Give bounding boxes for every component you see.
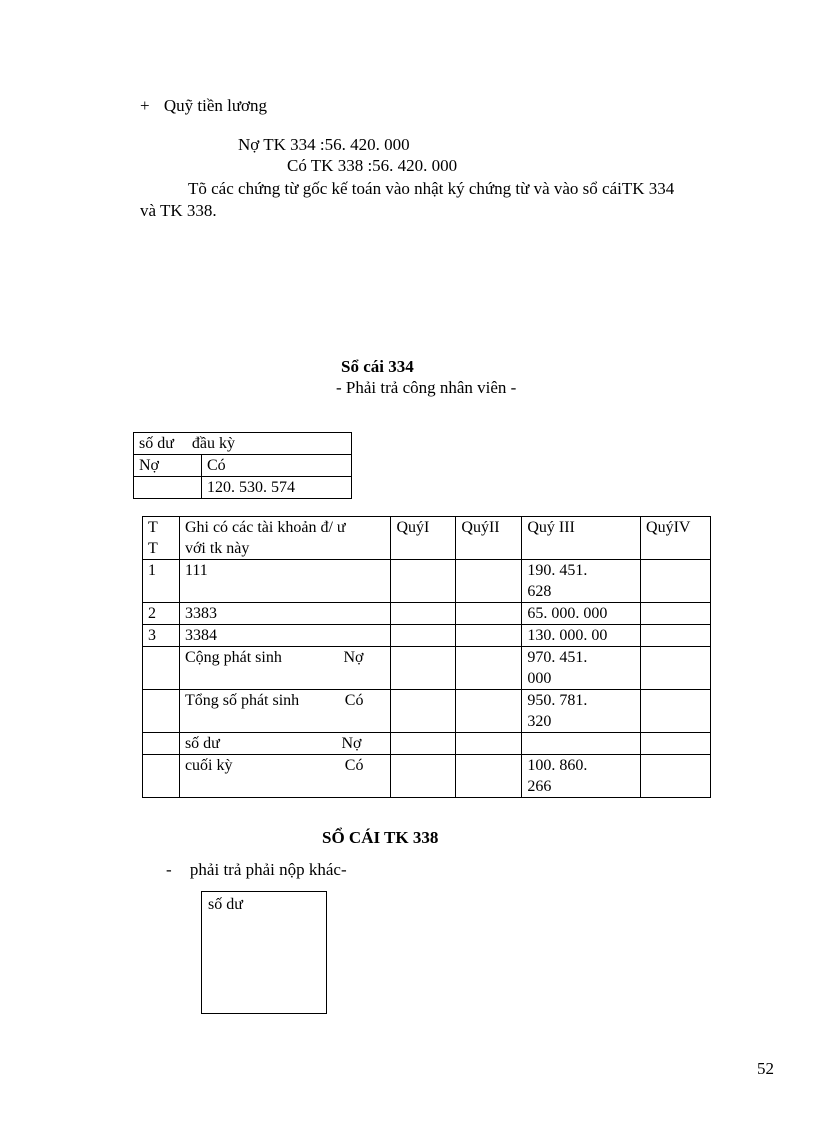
credit-total-label: Tổng số phát sinh xyxy=(184,692,300,709)
row-tt xyxy=(143,690,180,733)
row-q1 xyxy=(391,560,456,603)
opening-debit-value xyxy=(134,477,202,499)
row-q4 xyxy=(641,560,711,603)
bullet-plus: + xyxy=(140,96,150,115)
row-q4 xyxy=(641,625,711,647)
header-tt-line1: T xyxy=(148,519,158,536)
row-desc xyxy=(179,690,391,733)
credit-total-line1: 950. 781. xyxy=(527,692,588,709)
opening-credit-value: 120. 530. 574 xyxy=(202,477,352,499)
ledger-338-subtitle: phải trả phải nộp khác- xyxy=(189,860,347,879)
row-q2 xyxy=(456,603,522,625)
row-q1 xyxy=(391,647,456,690)
page-number: 52 xyxy=(757,1059,774,1078)
row-desc xyxy=(179,755,391,798)
header-tt-line2: T xyxy=(148,540,158,557)
table-row xyxy=(143,755,711,798)
debit-total-label: Cộng phát sinh xyxy=(184,649,282,666)
closing-line1: 100. 860. xyxy=(527,757,588,774)
table-row xyxy=(143,560,711,603)
row-tt: 1 xyxy=(143,560,180,603)
credit-total-line2: 320 xyxy=(527,713,552,730)
journal-debit-line: Nợ TK 334 :56. 420. 000 xyxy=(238,135,410,154)
row-q3 xyxy=(522,690,641,733)
row-q2 xyxy=(456,755,522,798)
row-q4 xyxy=(641,647,711,690)
header-desc-line1: Ghi có các tài khoản đ/ ư xyxy=(184,519,346,536)
opening-credit-label: Có xyxy=(202,455,352,477)
closing-debit-side: Nợ xyxy=(341,735,362,752)
row-q3 xyxy=(522,733,641,755)
ledger-334-table xyxy=(142,516,711,798)
row-q3: 130. 000. 00 xyxy=(522,625,641,647)
table-row xyxy=(143,647,711,690)
closing-line2: 266 xyxy=(527,778,552,795)
row-q4 xyxy=(641,733,711,755)
paragraph-line-1: Tõ các chứng từ gốc kế toán vào nhật ký chứng từ và vào sổ cáiTK 334 xyxy=(188,179,675,198)
row-q1 xyxy=(391,733,456,755)
row-q2 xyxy=(456,625,522,647)
header-desc-line2: với tk này xyxy=(184,540,250,557)
header-q1: QuýI xyxy=(391,517,456,560)
row-desc: 3383 xyxy=(179,603,391,625)
table-row xyxy=(143,625,711,647)
ledger-338-subtitle-line xyxy=(166,860,347,880)
row-q3 xyxy=(522,755,641,798)
row-q3 xyxy=(522,560,641,603)
table-row xyxy=(143,690,711,733)
debit-total-line2: 000 xyxy=(527,670,552,687)
closing-label-period: cuối kỳ xyxy=(184,757,233,774)
opening-label: số dư xyxy=(139,435,174,452)
ledger-338-title: SỔ CÁI TK 338 xyxy=(322,828,439,847)
row-desc xyxy=(179,733,391,755)
row-q2 xyxy=(456,690,522,733)
opening-debit-label: Nợ xyxy=(134,455,202,477)
opening-balance-header xyxy=(134,433,352,455)
subtitle-dash: - xyxy=(166,860,172,879)
intro-line xyxy=(140,96,267,116)
row-q1 xyxy=(391,690,456,733)
row-q1 xyxy=(391,755,456,798)
table-header-row xyxy=(143,517,711,560)
row-q3-line1: 190. 451. xyxy=(527,562,588,579)
row-q4 xyxy=(641,690,711,733)
paragraph-line-2: và TK 338. xyxy=(140,201,217,220)
header-q2: QuýII xyxy=(456,517,522,560)
row-tt: 2 xyxy=(143,603,180,625)
debit-total-side: Nợ xyxy=(343,649,364,666)
row-desc: 3384 xyxy=(179,625,391,647)
opening-balance-table xyxy=(133,432,352,499)
row-q2 xyxy=(456,733,522,755)
debit-total-line1: 970. 451. xyxy=(527,649,588,666)
table-row xyxy=(143,733,711,755)
credit-total-side: Có xyxy=(344,692,364,709)
ledger-338-balance-box xyxy=(201,891,327,1014)
section-heading: Quỹ tiền lương xyxy=(163,96,268,115)
row-q2 xyxy=(456,560,522,603)
header-q3: Quý III xyxy=(522,517,641,560)
row-tt xyxy=(143,755,180,798)
row-q3 xyxy=(522,647,641,690)
header-tt xyxy=(143,517,180,560)
row-tt xyxy=(143,647,180,690)
ledger-334-title: Sổ cái 334 xyxy=(341,357,414,376)
table-row xyxy=(143,603,711,625)
row-q4 xyxy=(641,755,711,798)
closing-label: số dư xyxy=(184,735,220,752)
row-desc xyxy=(179,647,391,690)
ledger-334-subtitle: - Phải trả công nhân viên - xyxy=(336,378,517,397)
closing-credit-side: Có xyxy=(344,757,364,774)
row-q1 xyxy=(391,625,456,647)
row-tt xyxy=(143,733,180,755)
journal-credit-line: Có TK 338 :56. 420. 000 xyxy=(287,156,458,175)
row-q2 xyxy=(456,647,522,690)
header-description xyxy=(179,517,391,560)
row-q4 xyxy=(641,603,711,625)
row-tt: 3 xyxy=(143,625,180,647)
balance-box-label: số dư xyxy=(208,896,243,913)
header-q4: QuýIV xyxy=(641,517,711,560)
row-q3: 65. 000. 000 xyxy=(522,603,641,625)
opening-label-period: đầu kỳ xyxy=(191,435,236,452)
row-q1 xyxy=(391,603,456,625)
row-q3-line2: 628 xyxy=(527,583,552,600)
row-desc: 111 xyxy=(179,560,391,603)
